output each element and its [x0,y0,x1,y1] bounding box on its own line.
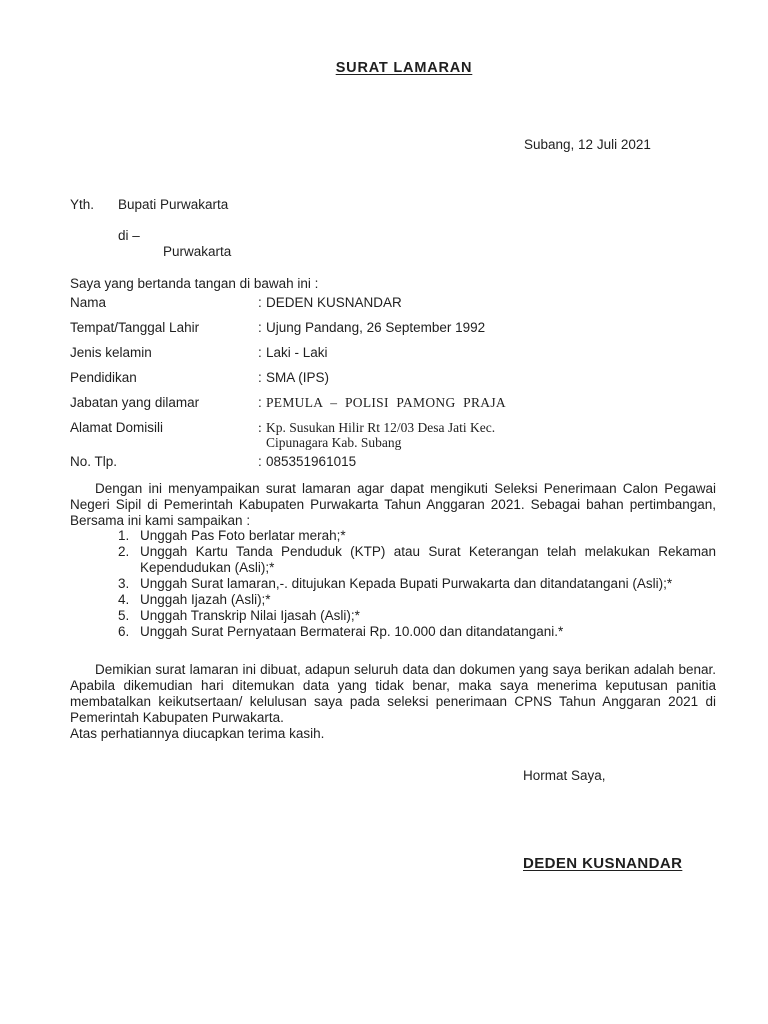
recipient-block [70,197,231,260]
field-label: No. Tlp. [70,454,118,469]
requirement-number: 2. [118,544,130,559]
field-row-alamat [70,420,718,450]
letter-title: SURAT LAMARAN [335,60,473,76]
closing-paragraph: Demikian surat lamaran ini dibuat, adapun seluruh data dan dokumen yang saya berikan adalah benar. Apabila dikemudian hari ditemukan data yang tidak benar, maka saya menerima keputusan panitia membatalkan keikutsertaan/ kelulusan saya pada seleksi penerimaan CPNS Tahun Anggaran 2021 di Pemerintah Kabupaten Purwakarta. [70,662,716,725]
requirement-item [118,624,716,640]
requirements-list [118,528,716,640]
field-colon: : [258,295,262,310]
requirement-number: 5. [118,608,130,623]
dateline: Subang, 12 Juli 2021 [524,137,651,152]
field-label: Jabatan yang dilamar [70,395,200,410]
recipient-city: Purwakarta [163,244,232,259]
field-colon: : [258,370,262,385]
recipient-salutation: Yth. [70,197,95,212]
applicant-data-table [70,295,718,479]
field-colon: : [258,345,262,360]
field-value: PEMULA – POLISI PAMONG PRAJA [266,395,506,410]
requirement-item [118,528,716,544]
requirement-text: Unggah Transkrip Nilai Ijasah (Asli);* [140,608,360,623]
thanks-line: Atas perhatiannya diucapkan terima kasih. [70,726,325,741]
requirement-number: 3. [118,576,130,591]
requirement-text: Unggah Ijazah (Asli);* [140,592,271,607]
field-label: Jenis kelamin [70,345,152,360]
field-row-nama [70,295,718,311]
requirement-text: Unggah Kartu Tanda Penduduk (KTP) atau Surat Keterangan telah melakukan Rekaman Kependudukan (Asli);* [140,544,716,575]
recipient-di: di – [118,228,140,243]
requirement-text: Unggah Pas Foto berlatar merah;* [140,528,346,543]
requirement-number: 1. [118,528,130,543]
field-colon: : [258,320,262,335]
requirement-number: 4. [118,592,130,607]
field-colon: : [258,420,262,435]
field-row-jenis-kelamin [70,345,718,361]
field-colon: : [258,395,262,410]
field-colon: : [258,454,262,469]
requirement-item [118,608,716,624]
requirement-item [118,592,716,608]
field-label: Pendidikan [70,370,137,385]
signature-name: DEDEN KUSNANDAR [523,855,683,872]
field-label: Nama [70,295,107,310]
field-row-ttl [70,320,718,336]
field-value [266,420,718,450]
field-value: Ujung Pandang, 26 September 1992 [266,320,486,335]
recipient-line [70,197,231,213]
recipient-name: Bupati Purwakarta [118,197,229,212]
opening-paragraph: Dengan ini menyampaikan surat lamaran agar dapat mengikuti Seleksi Penerimaan Calon Pegawai Negeri Sipil di Pemerintah Kabupaten Purwakarta Tahun Anggaran 2021. Sebagai bahan pertimbangan, Bersama ini kami sampaikan : [70,481,716,528]
field-value: SMA (IPS) [266,370,330,385]
field-row-jabatan [70,395,718,411]
closing-paragraphs [70,662,716,742]
requirement-text: Unggah Surat Pernyataan Bermaterai Rp. 10.000 dan ditandatangani.* [140,624,564,639]
field-value: DEDEN KUSNANDAR [266,295,402,310]
requirement-number: 6. [118,624,130,639]
field-value: 085351961015 [266,454,357,469]
closing-salutation: Hormat Saya, [523,768,606,783]
field-value: Laki - Laki [266,345,328,360]
field-row-pendidikan [70,370,718,386]
field-label: Tempat/Tanggal Lahir [70,320,200,335]
field-label: Alamat Domisili [70,420,164,435]
alamat-line-2: Cipunagara Kab. Subang [266,435,402,450]
intro-line: Saya yang bertanda tangan di bawah ini : [70,276,319,291]
requirement-item [118,576,716,592]
field-row-no-tlp [70,454,718,470]
requirement-item [118,544,716,576]
alamat-line-1: Kp. Susukan Hilir Rt 12/03 Desa Jati Kec. [266,420,496,435]
requirement-text: Unggah Surat lamaran,-. ditujukan Kepada Bupati Purwakarta dan ditandatangani (Asli);* [140,576,673,591]
